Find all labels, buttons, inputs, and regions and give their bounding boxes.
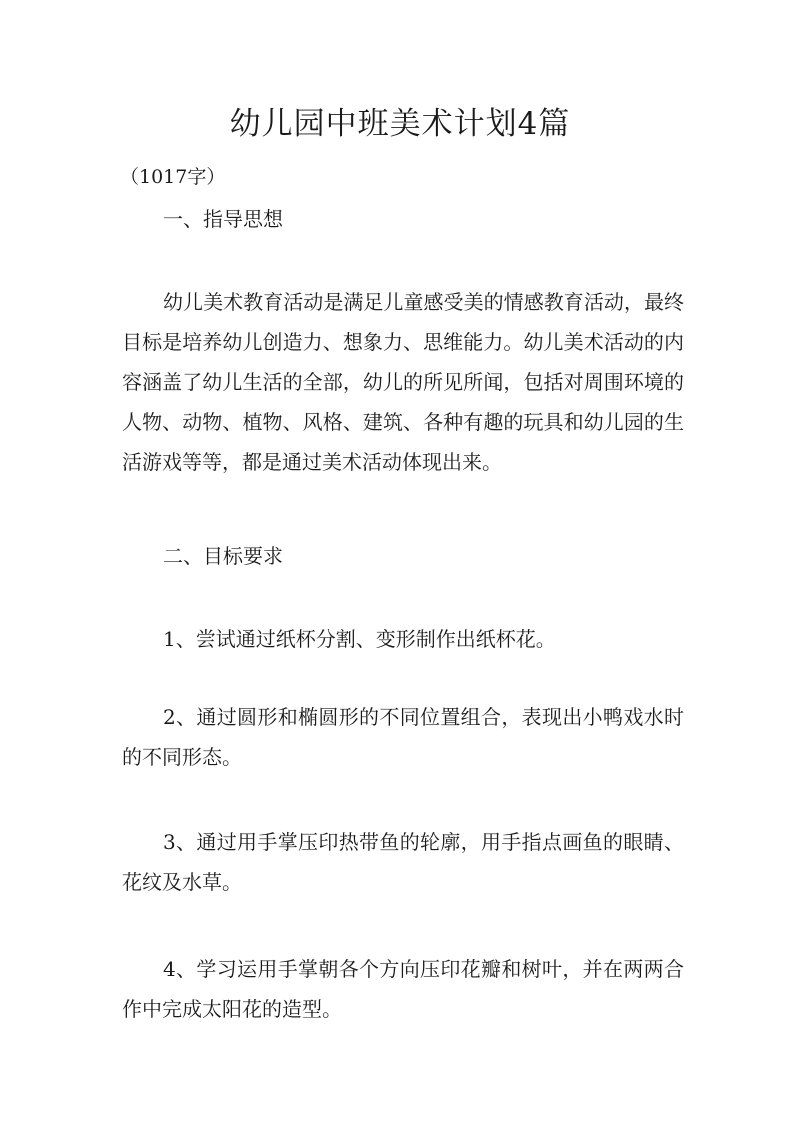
word-count: （1017字） [120,166,226,188]
section-heading-guiding-thought: 一、指导思想 [163,207,283,231]
goal-item-4: 4、学习运用手掌朝各个方向压印花瓣和树叶，并在两两合作中完成太阳花的造型。 [122,957,684,1021]
goal-item-1: 1、尝试通过纸杯分割、变形制作出纸杯花。 [163,627,556,651]
goal-item-3: 3、通过用手掌压印热带鱼的轮廓，用手指点画鱼的眼睛、花纹及水草。 [122,830,684,894]
section-paragraph-guiding-thought: 幼儿美术教育活动是满足儿童感受美的情感教育活动，最终目标是培养幼儿创造力、想象力、思维能力。幼儿美术活动的内容涵盖了幼儿生活的全部，幼儿的所见所闻，包括对周围环境的人物、动物、植物、风格、建筑、各种有趣的玩具和幼儿园的生活游戏等等，都是通过美术活动体现出来。 [122,290,684,474]
goal-item-2: 2、通过圆形和椭圆形的不同位置组合，表现出小鸭戏水时的不同形态。 [122,705,684,769]
section-heading-goals: 二、目标要求 [163,544,283,568]
document-title: 幼儿园中班美术计划4篇 [229,106,571,142]
